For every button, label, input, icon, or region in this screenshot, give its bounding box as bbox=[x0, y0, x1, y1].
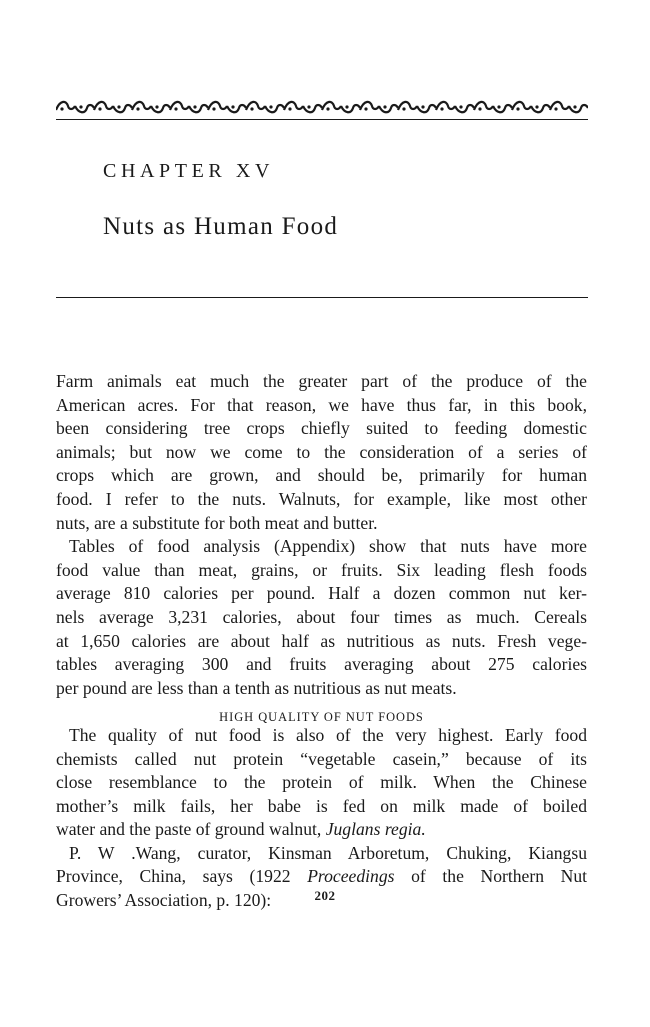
text-line: close resemblance to the protein of milk. When the Chinese bbox=[56, 772, 587, 793]
ornament-scroll bbox=[227, 105, 246, 112]
text-line: average 810 calories per pound. Half a dozen common nut ker- bbox=[56, 583, 587, 604]
bottom-rule bbox=[56, 297, 588, 298]
ornament-scroll bbox=[474, 102, 493, 110]
text-line: per pound are less than a tenth as nutritious as nut meats. bbox=[56, 677, 457, 698]
text-line: at 1,650 calories are about half as nutritious as nuts. Fresh vege- bbox=[56, 630, 587, 651]
ornament-scroll bbox=[132, 102, 151, 110]
text-line bbox=[56, 865, 587, 889]
ornament-dot bbox=[497, 105, 500, 108]
ornament-dot bbox=[554, 107, 557, 110]
ornament-dot bbox=[516, 107, 519, 110]
ornament-scroll bbox=[341, 105, 360, 112]
ornament-dot bbox=[345, 105, 348, 108]
text-line: nuts, are a substitute for both meat and butter. bbox=[56, 512, 378, 533]
paragraph-3 bbox=[56, 724, 587, 842]
ornament-dot bbox=[269, 105, 272, 108]
ornament-scroll bbox=[303, 105, 322, 112]
text-run: Province, China, says (1922 bbox=[56, 866, 291, 887]
page-number: 202 bbox=[314, 888, 336, 903]
ornament-dot bbox=[212, 107, 215, 110]
text-line: Growers’ Association, p. 120): bbox=[56, 890, 272, 911]
chapter-ornament-band bbox=[56, 96, 588, 118]
chapter-title: Nuts as Human Food bbox=[103, 213, 339, 240]
ornament-scroll bbox=[550, 102, 569, 110]
ornament-scroll bbox=[569, 105, 588, 112]
ornament-dot bbox=[231, 105, 234, 108]
ornament-scroll bbox=[56, 102, 75, 110]
ornament-scroll bbox=[512, 102, 531, 110]
text-line: mother’s milk fails, her babe is fed on milk made of boiled bbox=[56, 795, 587, 816]
ornament-dot bbox=[402, 107, 405, 110]
text-run: of the Northern Nut bbox=[411, 866, 588, 887]
ornament-dot bbox=[60, 107, 63, 110]
text-run: water and the paste of ground walnut, bbox=[56, 819, 322, 840]
ornament-dot bbox=[364, 107, 367, 110]
italic-species-name: Juglans regia. bbox=[325, 819, 426, 840]
ornament-scroll bbox=[379, 105, 398, 112]
chapter-number: CHAPTER XV bbox=[103, 160, 275, 182]
text-line: been considering tree crops chiefly suited to feeding domestic bbox=[56, 418, 587, 439]
ornament-scroll bbox=[360, 102, 379, 110]
ornament-scroll bbox=[284, 102, 303, 110]
text-line: animals; but now we come to the consideration of a series of bbox=[56, 441, 587, 462]
ornament-scroll bbox=[531, 105, 550, 112]
ornament-scroll bbox=[436, 102, 455, 110]
ornament-scroll bbox=[417, 105, 436, 112]
ornament-scroll bbox=[170, 102, 189, 110]
body-text bbox=[56, 370, 587, 913]
ornament-dot bbox=[459, 105, 462, 108]
ornament-dot bbox=[478, 107, 481, 110]
ornament-dot bbox=[193, 105, 196, 108]
ornament-dot bbox=[421, 105, 424, 108]
text-line: chemists called nut protein “vegetable casein,” because of its bbox=[56, 748, 587, 769]
ornament-dot bbox=[136, 107, 139, 110]
ornament-scroll bbox=[493, 105, 512, 112]
paragraph-2 bbox=[56, 535, 587, 700]
ornament-dot bbox=[288, 107, 291, 110]
ornament-scroll bbox=[246, 102, 265, 110]
ornament-dot bbox=[79, 105, 82, 108]
ornament-scroll bbox=[151, 105, 170, 112]
ornament-scroll bbox=[113, 105, 132, 112]
ornament-dot bbox=[573, 105, 576, 108]
ornament-scroll bbox=[455, 105, 474, 112]
ornament-scroll bbox=[398, 102, 417, 110]
text-line: The quality of nut food is also of the very highest. Early food bbox=[69, 724, 587, 745]
text-line: nels average 3,231 calories, about four times as much. Cereals bbox=[56, 606, 587, 627]
text-line: crops which are grown, and should be, primarily for human bbox=[56, 465, 587, 486]
ornament-dot bbox=[174, 107, 177, 110]
ornament-dot bbox=[535, 105, 538, 108]
text-line: P. W .Wang, curator, Kinsman Arboretum, Chuking, Kiangsu bbox=[69, 842, 587, 863]
text-line: American acres. For that reason, we have thus far, in this book, bbox=[56, 394, 587, 415]
ornament-scroll bbox=[75, 105, 94, 112]
ornament-dot bbox=[98, 107, 101, 110]
ornament-scroll bbox=[265, 105, 284, 112]
ornament-scroll bbox=[322, 102, 341, 110]
text-line: food value than meat, grains, or fruits. Six leading flesh foods bbox=[56, 559, 587, 580]
text-line: Tables of food analysis (Appendix) show that nuts have more bbox=[69, 536, 587, 557]
text-line: Farm animals eat much the greater part of the produce of the bbox=[56, 371, 587, 391]
italic-publication-title: Proceedings bbox=[307, 866, 395, 887]
ornament-scroll bbox=[208, 102, 227, 110]
top-rule bbox=[56, 119, 588, 120]
ornament-dot bbox=[326, 107, 329, 110]
section-heading: HIGH QUALITY OF NUT FOODS bbox=[219, 710, 424, 725]
ornament-dot bbox=[117, 105, 120, 108]
paragraph-1 bbox=[56, 370, 587, 535]
ornament-dot bbox=[155, 105, 158, 108]
ornament-scroll bbox=[189, 105, 208, 112]
text-line bbox=[56, 818, 587, 842]
ornament-dot bbox=[440, 107, 443, 110]
ornament-dot bbox=[307, 105, 310, 108]
text-line: tables averaging 300 and fruits averaging about 275 calories bbox=[56, 654, 587, 675]
ornament-dot bbox=[250, 107, 253, 110]
ornament-dot bbox=[383, 105, 386, 108]
ornament-scroll bbox=[94, 102, 113, 110]
text-line: food. I refer to the nuts. Walnuts, for example, like most other bbox=[56, 488, 587, 509]
